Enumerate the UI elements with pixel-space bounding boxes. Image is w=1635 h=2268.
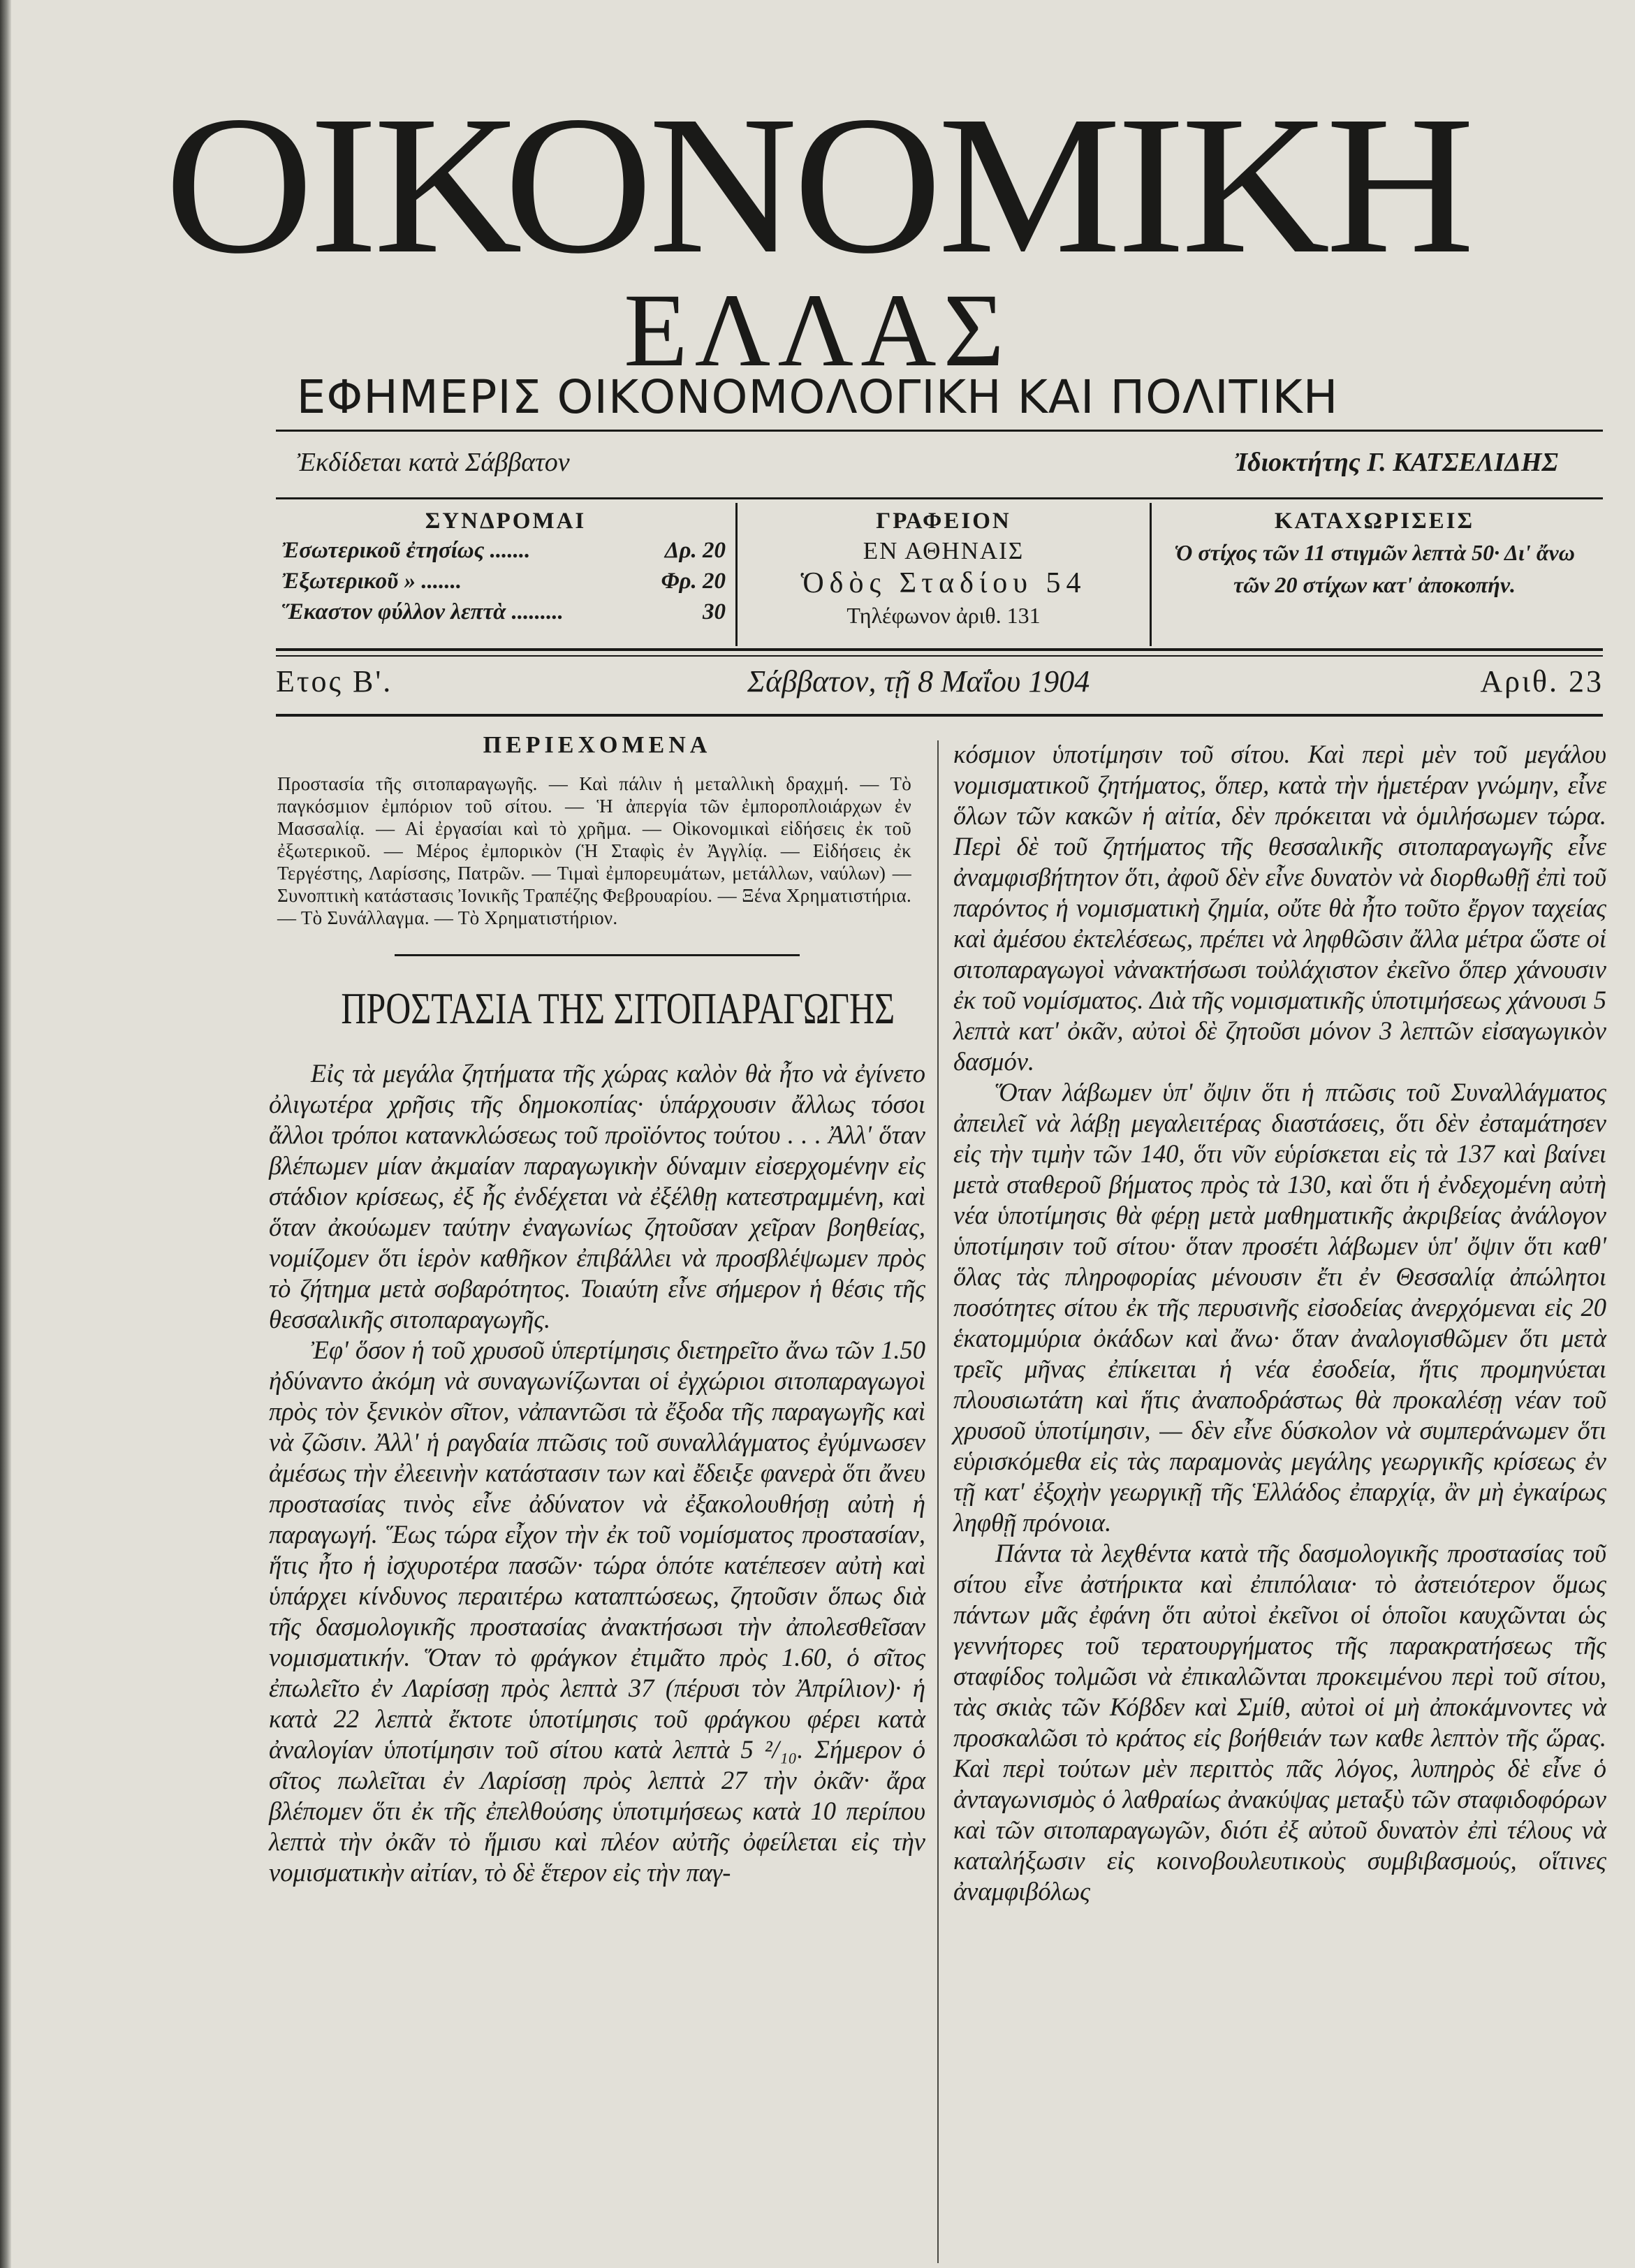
masthead-tagline: ΕΦΗΜΕΡΙΣ ΟΙΚΟΝΟΜΟΛΟΓΙΚΗ ΚΑΙ ΠΟΛΙΤΙΚΗ <box>296 370 1339 424</box>
subscription-label: Ἕκαστον φύλλον λεπτὰ ......... <box>281 599 564 624</box>
subscription-label: Ἐσωτερικοῦ ἐτησίως ....... <box>281 538 531 563</box>
subscription-price: 30 <box>703 599 726 624</box>
contents-heading: ΠΕΡΙΕΧΟΜΕΝΑ <box>483 732 712 758</box>
info-top-rule <box>276 497 1603 499</box>
info-bottom-rule <box>276 648 1603 651</box>
subscriptions-heading: ΣΥΝΔΡΟΜΑΙ <box>425 509 587 534</box>
article-paragraph: Ὅταν λάβωμεν ὑπ' ὄψιν ὅτι ἡ πτῶσις τοῦ Συναλλάγματος ἀπειλεῖ νὰ λάβῃ μεγαλειτέρας διαστάσεις, ὅτι δὲν ἐσταμάτησεν εἰς τὴν τιμὴν τῶν 140, ὅτι νῦν εὑρίσκεται εἰς τὰ 137 καὶ βαίνει μετὰ σταθεροῦ βήματος πρὸς τὰ 130, καὶ ὅτι ἡ ἐνδεχομένη αὐτὴ νέα ὑποτίμησις θὰ φέρῃ μετὰ μαθηματικῆς ἀκριβείας ἀνάλογον ὑποτίμησιν τοῦ σίτου· ὅταν προσέτι λάβωμεν ὑπ' ὄψιν ὅτι καθ' ὅλας τὰς πληροφορίας μένουσιν ἔτι ἐν Θεσσαλίᾳ ἀπώλητοι ποσότητες σίτου ἐκ τῆς περυσινῆς εἰσοδείας ἀνερχόμεναι εἰς 20 ἑκατομμύρια ὀκάδων καὶ ἄνω· ὅταν ἀναλογισθῶμεν ὅτι μετὰ τρεῖς μῆνας ἐπίκειται ἡ νέα ἐσοδεία, ἥτις προμηνύεται πλουσιωτάτη καὶ ἥτις ἀναποδράστως θὰ προκαλέσῃ νέαν τοῦ χρυσοῦ ὑποτίμησιν, — δὲν εἶνε δύσκολον νὰ συμπεράνωμεν ὅτι εὑρισκόμεθα εἰς τὰς παραμονὰς μεγάλης γεωργικῆς κρίσεως ἐν τῇ κατ' ἐξοχὴν γεωργικῇ τῆς Ἑλλάδος ἐπαρχίᾳ, ἂν μὴ ἐγκαίρως ληφθῇ πρόνοια. <box>953 1078 1606 1537</box>
article-paragraph: Ἐφ' ὅσον ἡ τοῦ χρυσοῦ ὑπερτίμησις διετηρεῖτο ἄνω τῶν 1.50 ἠδύναντο ἀκόμη νὰ συναγωνίζωνται οἱ ἐγχώριοι σιτοπαραγωγοὶ πρὸς τὸν ξενικὸν σῖτον, νἀπαντῶσι τὰ ἔξοδα τῆς παραγωγῆς καὶ νὰ ζῶσιν. Ἀλλ' ἡ ραγδαία πτῶσις τοῦ συναλλάγματος ἐγύμνωσεν ἀμέσως τὴν ἐλεεινὴν κατάστασιν των καὶ ἔδειξε φανερὰ ὅτι ἄνευ προστασίας τινὸς εἶνε ἀδύνατον νὰ ἐξακολουθήσῃ αὐτὴ ἡ παραγωγή. Ἕως τώρα εἶχον τὴν ἐκ τοῦ νομίσματος προστασίαν, ἥτις ἦτο ἡ ἰσχυροτέρα πασῶν· τώρα ὁπότε κατέπεσεν αὐτὴ καὶ ὑπάρχει κίνδυνος περαιτέρω καταπτώσεως, ζητοῦσιν ὅπως διὰ τῆς δασμολογικῆς προστασίας ἀνακτήσωσι τὴν ἀπολεσθεῖσαν νομισματικήν. Ὅταν τὸ φράγκον ἐτιμᾶτο πρὸς 1.60, ὁ σῖτος ἐπωλεῖτο ἐν Λαρίσσῃ πρὸς λεπτὰ 37 (πέρυσι τὸν Ἀπρίλιον)· ἡ κατὰ 22 λεπτὰ ἔκτοτε ὑποτίμησις τοῦ φράγκου φέρει κατὰ ἀναλογίαν ὑποτίμησιν τοῦ σίτου κατὰ λεπτὰ 5 ²/₁₀. Σήμερον ὁ σῖτος πωλεῖται ἐν Λαρίσσῃ πρὸς λεπτὰ 27 τὴν ὀκᾶν· ἄρα βλέπομεν ὅτι ἐκ τῆς ἐπελθούσης ὑποτιμήσεως κατὰ 10 περίπου λεπτὰ τὴν ὀκᾶν τὸ ἥμισυ καὶ πλέον αὐτῆς ὀφείλεται εἰς τὴν νομισματικὴν αἰτίαν, τὸ δὲ ἕτερον εἰς τὴν παγ- <box>269 1336 925 1887</box>
office-city: ΕΝ ΑΘΗΝΑΙΣ <box>863 537 1025 564</box>
masthead-title: ΟΙΚΟΝΟΜΙΚΗ <box>164 75 1471 295</box>
office-heading: ΓΡΑΦΕΙΟΝ <box>876 509 1011 534</box>
subscription-row <box>276 597 735 627</box>
dateline <box>0 664 1635 705</box>
subscription-price: Δρ. 20 <box>664 538 726 563</box>
advertisements-box <box>1148 503 1601 646</box>
proprietor: Ἰδιοκτήτης Γ. ΚΑΤΣΕΛΙΔΗΣ <box>1234 448 1558 477</box>
info-bottom-rule-thin <box>276 655 1603 657</box>
masthead-subtitle: ΕΛΛΑΣ <box>624 272 1011 388</box>
publication-frequency: Ἐκδίδεται κατὰ Σάββατον <box>297 448 570 477</box>
office-address: Ὁδὸς Σταδίου 54 <box>800 567 1087 599</box>
subscription-row <box>276 535 735 566</box>
contents-rule <box>395 954 800 956</box>
article-paragraph: κόσμιον ὑποτίμησιν τοῦ σίτου. Καὶ περὶ μὲν τοῦ μεγάλου νομισματικοῦ ζητήματος, ὅπερ, κατὰ τὴν ἡμετέραν γνώμην, εἶνε ὅλων τῶν κακῶν ἡ αἰτία, δὲν πρόκειται νὰ ὁμιλήσωμεν τώρα. Περὶ δὲ τοῦ ζητήματος τῆς θεσσαλικῆς σιτοπαραγωγῆς εἶνε ἀναμφισβήτητον ὅτι, ἀφοῦ δὲν εἶνε δυνατὸν νὰ διορθωθῇ ἐπὶ τοῦ παρόντος ἡ νομισματικὴ ζημία, οὔτε θὰ ἦτο τοῦτο ἔργον ταχείας καὶ ἀμέσου ἐκτελέσεως, πρέπει νὰ ληφθῶσιν ἄλλα μέτρα ὥστε οἱ σιτοπαραγωγοὶ νἀνακτήσωσι τοὐλάχιστον ἐκεῖνο ὅπερ χάνουσιν ἐκ τοῦ νομίσματος. Διὰ τῆς νομισματικῆς ὑποτιμήσεως χάνουσι 5 λεπτὰ κατ' ὀκᾶν, αὐτοὶ δὲ ζητοῦσι μόνον 3 λεπτῶν εἰσαγωγικὸν δασμόν. <box>953 740 1606 1076</box>
subscription-row <box>276 566 735 597</box>
issue-date: Σάββατον, τῇ 8 Μαΐου 1904 <box>747 664 1090 698</box>
subscriptions-box <box>276 503 735 646</box>
dateline-rule <box>276 714 1603 717</box>
masthead-rule <box>276 430 1603 432</box>
subscription-label: Ἐξωτερικοῦ » ....... <box>281 569 462 594</box>
office-phone: Τηλέφωνον ἀριθ. 131 <box>846 603 1041 628</box>
article-title: ΠΡΟΣΤΑΣΙΑ ΤΗΣ ΣΙΤΟΠΑΡΑΓΩΓΗΣ <box>341 983 895 1033</box>
advertisements-heading: ΚΑΤΑΧΩΡΙΣΕΙΣ <box>1274 509 1475 534</box>
right-column <box>953 739 1606 1907</box>
volume-year: Ετος Β'. <box>276 664 393 698</box>
left-column <box>269 732 925 1888</box>
advertisement-rates: Ὁ στίχος τῶν 11 στιγμῶν λεπτὰ 50· Δι' ἄνω τῶν 20 στίχων κατ' ἀποκοπήν. <box>1174 540 1575 597</box>
issue-number: Αριθ. 23 <box>1480 664 1604 698</box>
office-box <box>735 503 1152 646</box>
contents-list: Προστασία τῆς σιτοπαραγωγῆς. — Καὶ πάλιν ἡ μεταλλικὴ δραχμή. — Τὸ παγκόσμιον ἐμπόριον τοῦ σίτου. — Ἡ ἀπεργία τῶν ἐμπορoπλοιάρχων ἐν Μασσαλίᾳ. — Αἱ ἐργασίαι καὶ τὸ χρῆμα. — Οἰκονομικαὶ εἰδήσεις ἐκ τοῦ ἐξωτερικοῦ. — Μέρος ἐμπορικὸν (Ἡ Σταφὶς ἐν Ἀγγλίᾳ. — Εἰδήσεις ἐκ Τεργέστης, Λαρίσσης, Πατρῶν. — Τιμαὶ ἐμπορευμάτων, μετάλλων, ναύλων) — Συνοπτικὴ κατάστασις Ἰονικῆς Τραπέζης Φεβρουαρίου. — Ξένα Χρηματιστήρια. — Τὸ Συνάλλαγμα. — Τὸ Χρηματιστήριον. <box>277 773 911 928</box>
article-paragraph: Εἰς τὰ μεγάλα ζητήματα τῆς χώρας καλὸν θὰ ἦτο νὰ ἐγίνετο ὀλιγωτέρα χρῆσις τῆς δημοκοπίας· ὑπάρχουσιν ἄλλως τόσοι ἄλλοι τρόποι κατανκλώσεως τοῦ προϊόντος τούτου . . . Ἀλλ' ὅταν βλέπωμεν μίαν ἀκμαίαν παραγωγικὴν δύναμιν εἰσερχομένην εἰς στάδιον κρίσεως, ἐξ ἧς ἐνδέχεται νὰ ἐξέλθῃ κατεστραμμένη, καὶ ὅταν ἀκούωμεν ταύτην ἐναγωνίως ζητοῦσαν χεῖραν βοηθείας, νομίζομεν ὅτι ἱερὸν καθῆκον ἐπιβάλλει νὰ προσβλέψωμεν πρὸς τὸ ζήτημα μετὰ σοβαρότητος. Τοιαύτη εἶνε σήμερον ἡ θέσις τῆς θεσσαλικῆς σιτοπαραγωγῆς. <box>269 1059 925 1333</box>
subscription-price: Φρ. 20 <box>661 569 726 594</box>
column-divider <box>937 740 939 2263</box>
article-paragraph: Πάντα τὰ λεχθέντα κατὰ τῆς δασμολογικῆς προστασίας τοῦ σίτου εἶνε ἀστήρικτα καὶ ἐπιπόλαια· τὸ ἀστειότερον ὅμως πάντων μᾶς ἐφάνη ὅτι αὐτοὶ ἐκεῖνοι οἱ ὁποῖοι καυχῶνται ὡς γεννήτορες τοῦ τερατουργήματος τῆς παρακρατήσεως τῆς σταφίδος τολμῶσι νὰ ἐπικαλῶνται προκειμένου περὶ τοῦ σίτου, τὰς σκιὰς τῶν Κόβδεν καὶ Σμίθ, αὐτοὶ οἱ μὴ ἀποκάμνοντες νὰ προσκαλῶσι τὸ κράτος εἰς βοήθειάν των καθε λεπτὸν τῆς ὥρας. Καὶ περὶ τούτων μὲν περιττὸς πᾶς λόγος, λυπηρὸς δὲ εἶνε ὁ ἀνταγωνισμὸς ὁ λαθραίως ἀνακύψας μεταξὺ τῶν σταφιδοφόρων καὶ τῶν σιτοπαραγωγῶν, διότι ἐξ αὐτοῦ δυνατὸν ἐπὶ τέλους νὰ καταλήξωσιν εἰς κοινοβουλευτικοὺς συμβιβασμούς, οἵτινες ἀναμφιβόλως <box>953 1539 1606 1905</box>
